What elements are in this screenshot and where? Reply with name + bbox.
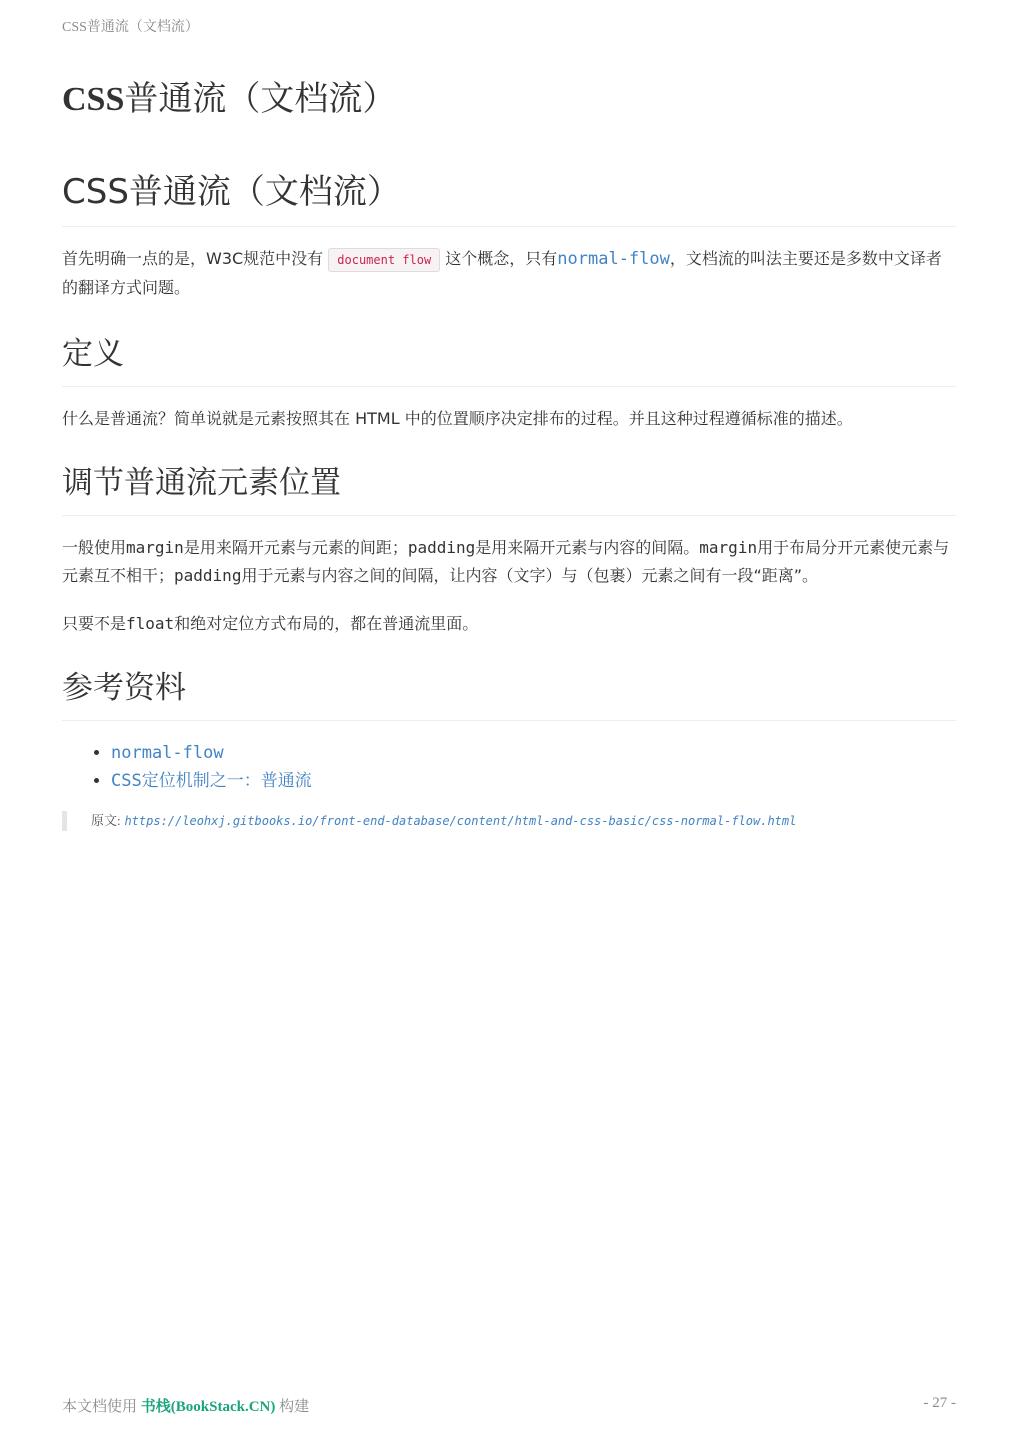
intro-paragraph [62, 245, 956, 302]
source-label: 原文: [91, 813, 121, 828]
adjust-paragraph-2 [62, 610, 956, 638]
page-footer [62, 1395, 309, 1416]
footer-suffix: 构建 [275, 1399, 310, 1415]
reference-link-css-positioning[interactable]: CSS定位机制之一：普通流 [111, 771, 312, 791]
adjust-text: 是用来隔开元素与内容的间隔。 [475, 538, 700, 557]
float-keyword: float [126, 614, 175, 633]
list-item [111, 767, 956, 795]
page-number: - 27 - [923, 1395, 956, 1411]
document-flow-code: document flow [328, 248, 440, 272]
adjust-text: 用于布局分开元素使元素与元素互不相干； [62, 538, 950, 585]
adjust-text: 只要不是 [62, 614, 127, 633]
adjust-paragraph-1 [62, 534, 956, 590]
footer-brand-link[interactable]: 书栈(BookStack.CN) [140, 1399, 276, 1415]
references-heading: 参考资料 [62, 666, 956, 721]
running-header: CSS普通流（文档流） [62, 20, 199, 35]
adjust-text: 是用来隔开元素与元素的间距； [183, 538, 408, 557]
adjust-text: 和绝对定位方式布局的，都在普通流里面。 [174, 614, 479, 633]
source-blockquote [62, 811, 956, 831]
reference-link-normal-flow[interactable]: normal-flow [111, 743, 224, 763]
margin-keyword: margin [699, 538, 758, 557]
margin-keyword: margin [126, 538, 184, 557]
source-url-link[interactable]: https://leohxj.gitbooks.io/front-end-database/content/html-and-css-basic/css-normal-flow.html [124, 814, 797, 828]
article-title: CSS普通流（文档流） [62, 168, 956, 227]
intro-text-1: 首先明确一点的是，W3C规范中没有 [62, 249, 329, 268]
references-list [62, 739, 956, 795]
document-title [62, 76, 396, 124]
list-item [111, 739, 956, 767]
document-title-rest: 普通流（文档流） [124, 81, 397, 118]
definition-heading: 定义 [62, 332, 956, 387]
adjust-heading: 调节普通流元素位置 [62, 461, 956, 516]
footer-prefix: 本文档使用 [62, 1399, 141, 1415]
definition-paragraph: 什么是普通流？简单说就是元素按照其在 HTML 中的位置顺序决定排布的过程。并且这种过程遵循标准的描述。 [62, 409, 853, 428]
document-title-bold: CSS [62, 81, 125, 118]
normal-flow-link[interactable]: normal-flow [557, 249, 670, 269]
adjust-text: 一般使用 [62, 538, 127, 557]
padding-keyword: padding [407, 538, 476, 557]
padding-keyword: padding [174, 566, 242, 585]
intro-text-3: ，文档流的叫法主要还是多数中文译者的翻译方式问题。 [62, 249, 942, 297]
adjust-text: 用于元素与内容之间的间隔，让内容（文字）与（包裹）元素之间有一段“距离”。 [241, 566, 819, 585]
article-body [62, 168, 956, 831]
intro-text-2: 这个概念，只有 [440, 249, 558, 268]
